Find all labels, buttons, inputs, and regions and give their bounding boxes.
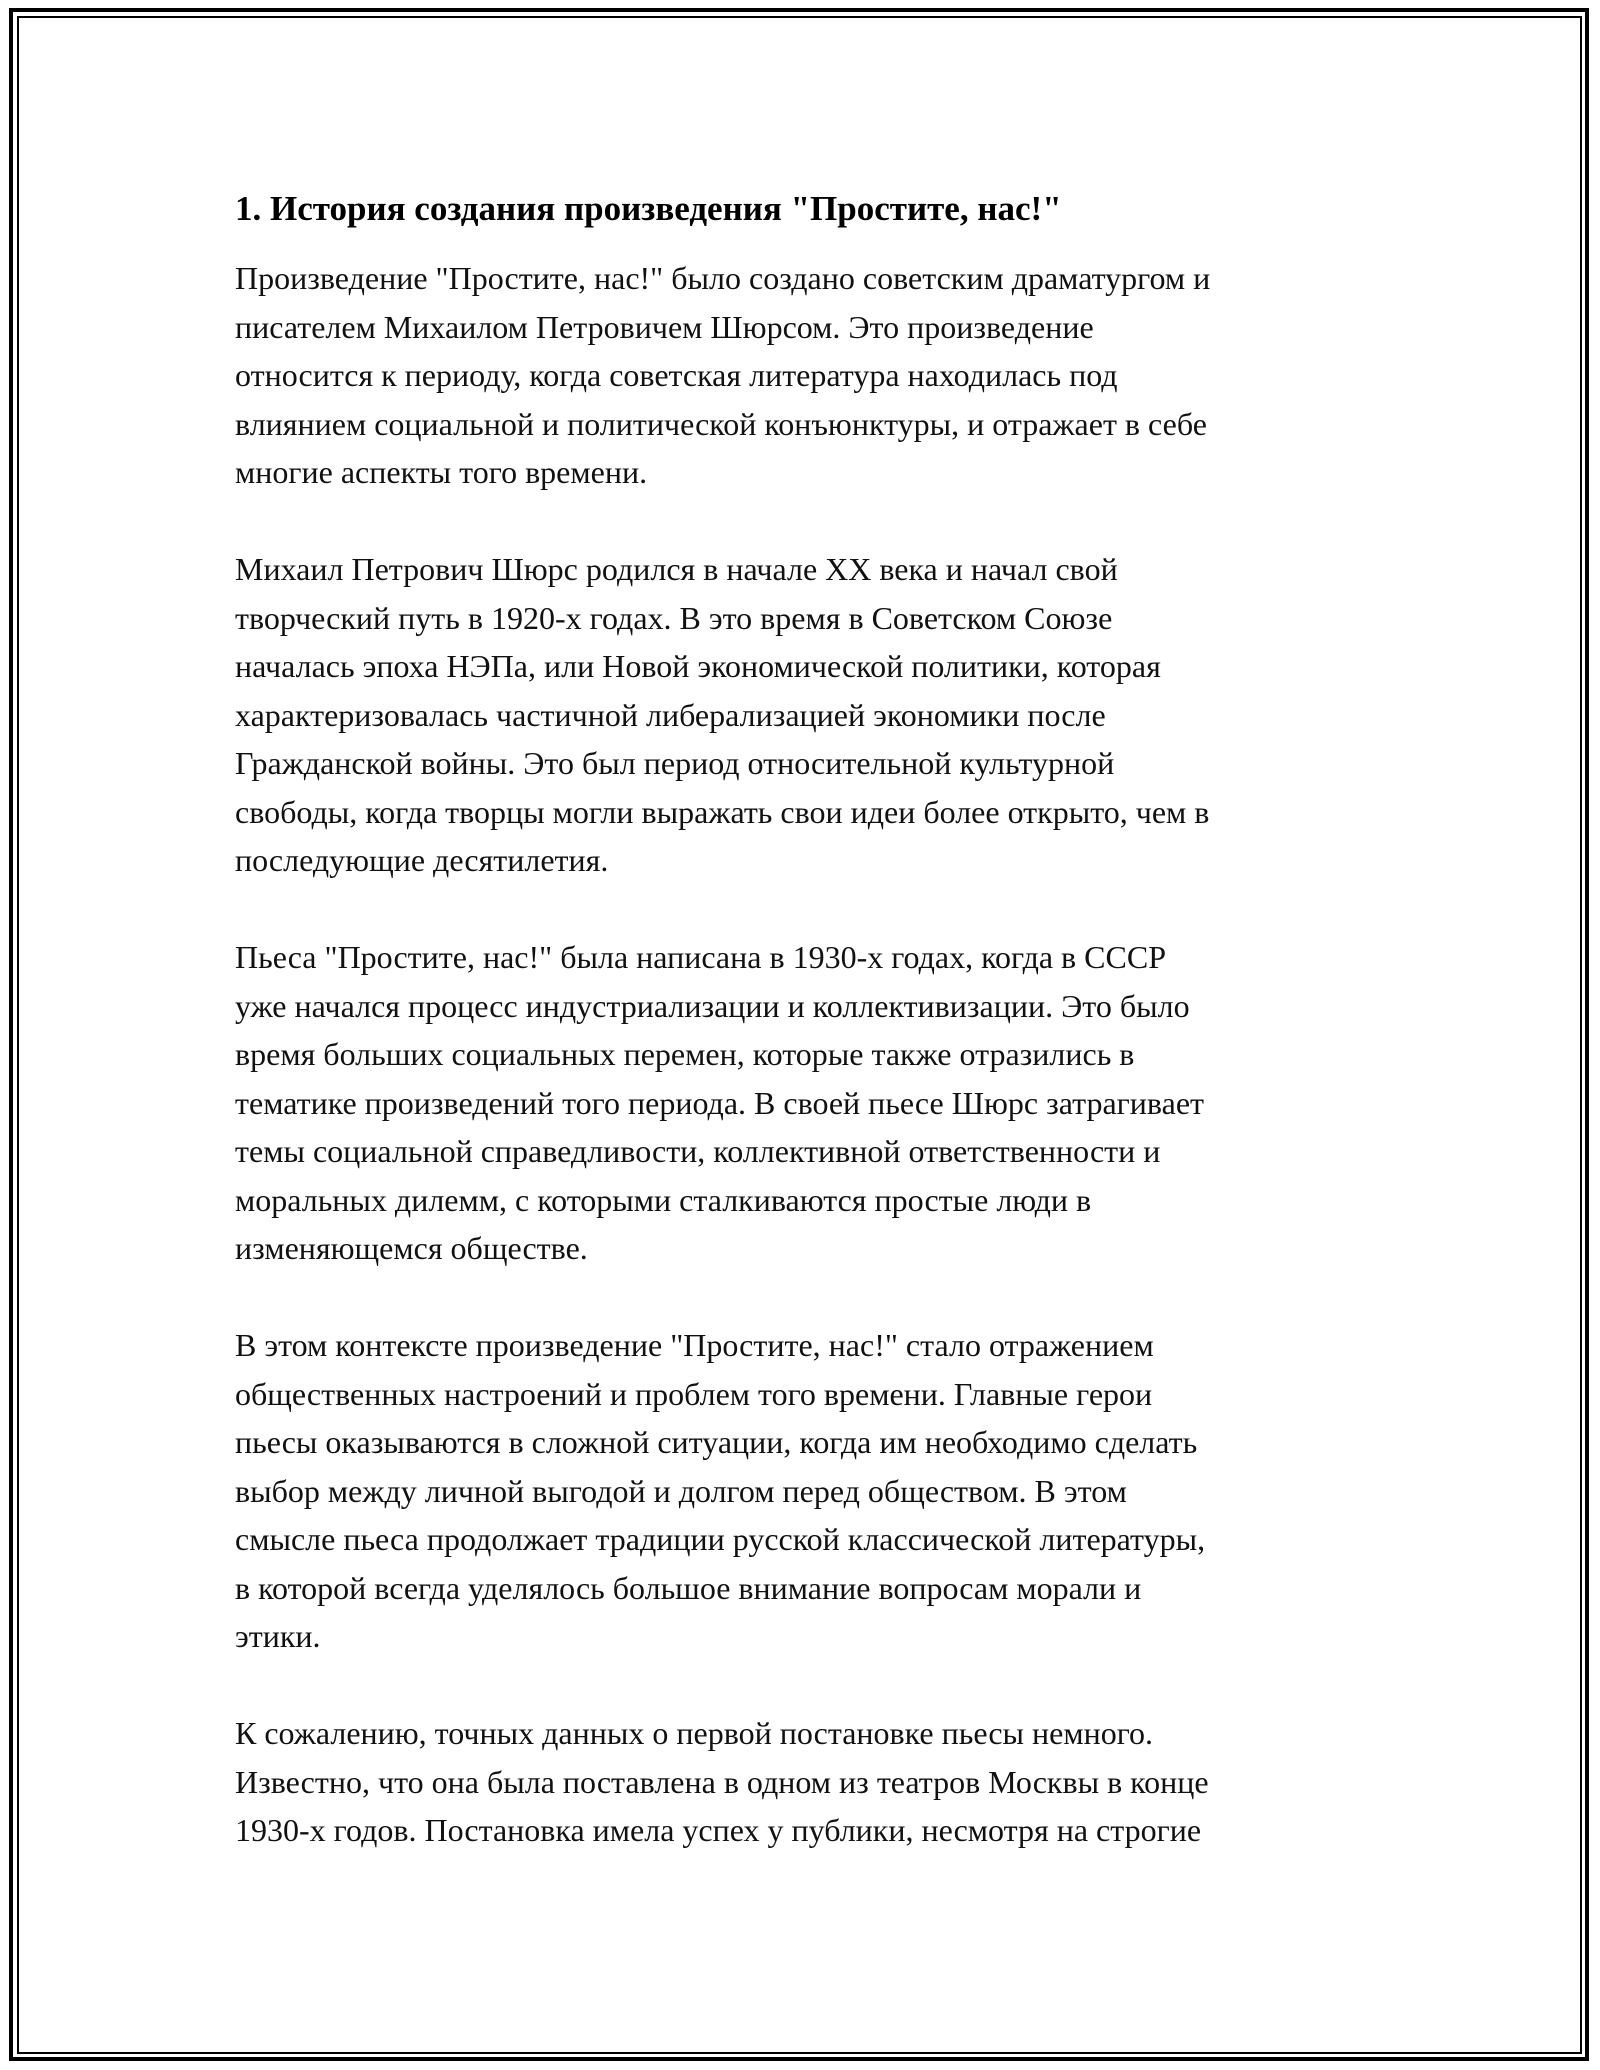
document-body	[235, 185, 1375, 1903]
paragraph-3: Пьеса "Простите, нас!" была написана в 1930-х годах, когда в СССР уже начался процесс индустриализации и коллективизации. Это было время больших социальных перемен, которые также отразились в тематике произведений того периода. В своей пьесе Шюрс затрагивает темы социальной справедливости, коллективной ответственности и моральных дилемм, с которыми сталкиваются простые люди в изменяющемся обществе.	[235, 939, 1204, 1266]
section-title: 1. История создания произведения "Простите, нас!"	[235, 189, 1062, 228]
paragraph-5: К сожалению, точных данных о первой постановке пьесы немного. Известно, что она была поставлена в одном из театров Москвы в конце 1930-х годов. Постановка имела успех у публики, несмотря на строгие	[235, 1715, 1209, 1848]
paragraph-4: В этом контексте произведение "Простите, нас!" стало отражением общественных настроений и проблем того времени. Главные герои пьесы оказываются в сложной ситуации, когда им необходимо сделать выбор между личной выгодой и долгом перед обществом. В этом смысле пьеса продолжает традиции русской классической литературы, в которой всегда уделялось большое внимание вопросам морали и этики.	[235, 1327, 1206, 1654]
paragraph-2: Михаил Петрович Шюрс родился в начале XX века и начал свой творческий путь в 1920-х годах. В это время в Советском Союзе началась эпоха НЭПа, или Новой экономической политики, которая характеризовалась частичной либерализацией экономики после Гражданской войны. Это был период относительной культурной свободы, когда творцы могли выражать свои идеи более открыто, чем в последующие десятилетия.	[235, 551, 1210, 878]
paragraph-1: Произведение "Простите, нас!" было создано советским драматургом и писателем Михаилом Петровичем Шюрсом. Это произведение относится к периоду, когда советская литература находилась под влиянием социальной и политической конъюнктуры, и отражает в себе многие аспекты того времени.	[235, 260, 1211, 490]
